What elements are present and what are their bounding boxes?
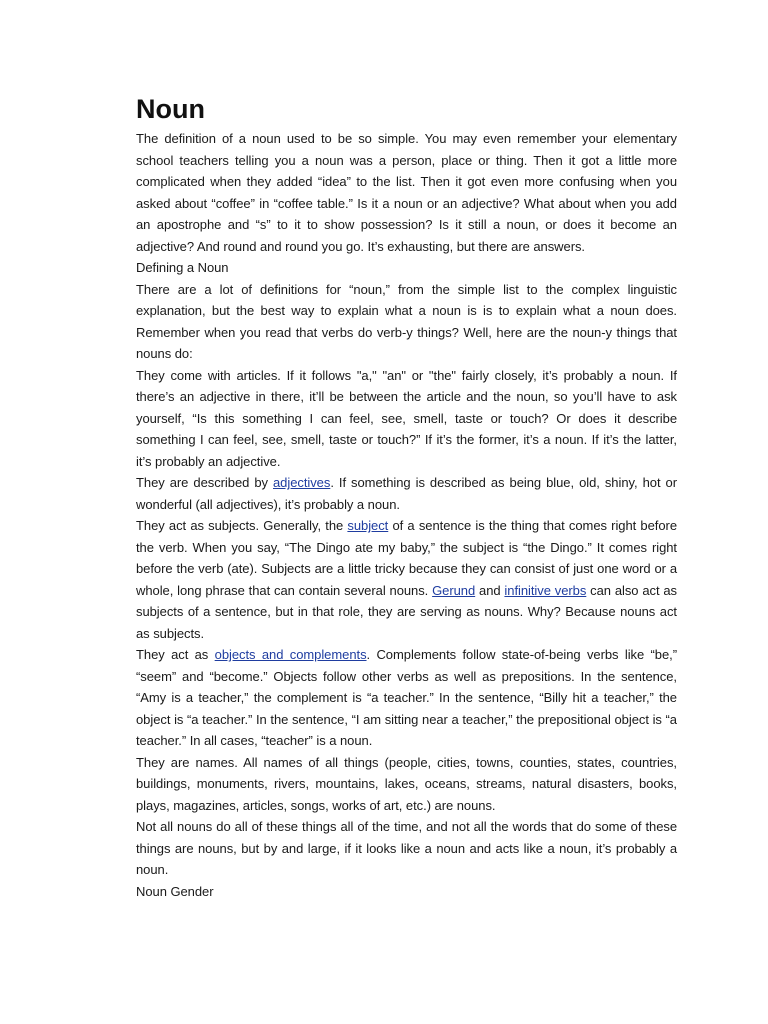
- objects-text-before: They act as: [136, 647, 215, 662]
- infinitive-verbs-link[interactable]: infinitive verbs: [504, 582, 587, 598]
- objects-text-after: . Complements follow state-of-being verbs like “be,” “seem” and “become.” Objects follow other verbs as well as prepositions. In the sentence, “Amy is a teacher,” the complement is “a teacher.” In the sentence, “Billy hit a teacher,” the object is “a teacher.” In the sentence, “I am sitting near a teacher,” the prepositional object is “a teacher.” In all cases, “teacher” is a noun.: [136, 647, 678, 748]
- adjectives-paragraph: [136, 472, 677, 515]
- subjects-paragraph: [136, 515, 677, 644]
- definition-paragraph: There are a lot of definitions for “noun,” from the simple list to the complex linguistic explanation, but the best way to explain what a noun is is to explain what a noun does. Remember when you read that verbs do verb-y things? Well, here are the noun-y things that nouns do:: [136, 281, 677, 361]
- intro-paragraph: The definition of a noun used to be so simple. You may even remember your elementary school teachers telling you a noun was a person, place or thing. Then it got a little more complicated when they added “idea” to the list. Then it got even more confusing when you asked about “coffee” in “coffee table.” Is it a noun or an adjective? What about when you add an apostrophe and “s” to it to show possession? Is it still a noun, or does it become an adjective? And round and round you go. It’s exhausting, but there are answers.: [136, 131, 677, 254]
- objects-complements-link[interactable]: objects and complements: [214, 647, 367, 662]
- names-paragraph: They are names. All names of all things (people, cities, towns, counties, states, countries, buildings, monuments, rivers, mountains, lakes, oceans, streams, natural disasters, books, plays, magazines, articles, songs, works of art, etc.) are nouns.: [136, 754, 677, 813]
- subjects-text-4: can also act as subjects of a sentence, but in that role, they are serving as nouns. Why? Because nouns act as subjects.: [136, 582, 677, 641]
- subject-link[interactable]: subject: [347, 518, 389, 533]
- subjects-text-3: and: [475, 582, 505, 598]
- articles-paragraph: They come with articles. If it follows "a," "an" or "the" fairly closely, it’s probably a noun. If there’s an adjective in there, it’ll be between the article and the noun, so you’ll have to ask yourself, “Is this something I can feel, see, smell, taste or touch? Or does it describe something I can feel, see, smell, taste or touch?” If it’s the former, it’s a noun. If it’s the latter, it’s probably an adjective.: [136, 367, 677, 469]
- adjectives-link[interactable]: adjectives: [273, 475, 331, 490]
- subjects-text-1: They act as subjects. Generally, the: [136, 518, 348, 533]
- section-heading-gender: Noun Gender: [136, 883, 214, 899]
- summary-paragraph: Not all nouns do all of these things all of the time, and not all the words that do some of these things are nouns, but by and large, if it looks like a noun and acts like a noun, it’s probably a noun.: [136, 819, 677, 877]
- section-heading-defining: Defining a Noun: [136, 260, 229, 275]
- gerund-link[interactable]: Gerund: [432, 582, 476, 598]
- document-page: [136, 90, 677, 902]
- adjectives-text-before: They are described by: [136, 475, 273, 490]
- page-title: Noun: [136, 94, 205, 124]
- subjects-text-2: of a sentence is the thing that comes right before the verb. When you say, “The Dingo ate my baby,” the subject is “the Dingo.” It comes right before the verb (ate). Subjects are a little tricky because they can consist of just one word or a whole, long phrase that can contain several nouns.: [136, 518, 677, 598]
- adjectives-text-after: . If something is described as being blue, old, shiny, hot or wonderful (all adjectives), it’s probably a noun.: [136, 475, 677, 512]
- objects-paragraph: [136, 644, 677, 752]
